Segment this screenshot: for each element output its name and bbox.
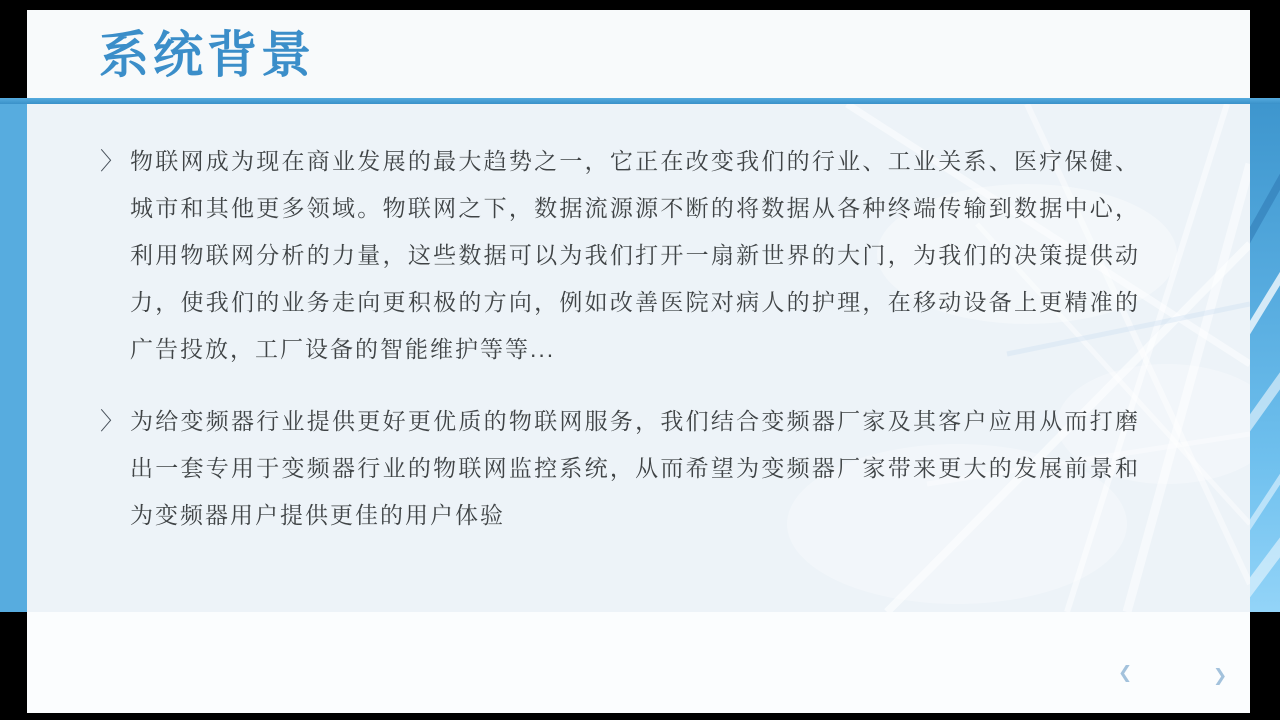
bullet-item (100, 398, 1140, 539)
prev-slide-button[interactable]: ❮ (1118, 663, 1133, 682)
left-edge-strip (0, 104, 27, 612)
bullet-item (100, 138, 1140, 373)
slide-footer (27, 612, 1250, 713)
next-slide-button[interactable]: ❯ (1213, 666, 1228, 685)
page-title: 系统背景 (99, 27, 315, 83)
right-edge-strip (1250, 104, 1280, 612)
bullet-text: 物联网成为现在商业发展的最大趋势之一，它正在改变我们的行业、工业关系、医疗保健、城市和其他更多领域。物联网之下，数据流源源不断的将数据从各种终端传输到数据中心，利用物联网分析的力量，这些数据可以为我们打开一扇新世界的大门，为我们的决策提供动力，使我们的业务走向更积极的方向，例如改善医院对病人的护理，在移动设备上更精准的广告投放，工厂设备的智能维护等等... (130, 148, 1140, 362)
slide-header (27, 10, 1250, 98)
bullet-list (27, 104, 1250, 539)
bullet-chevron-icon: 〉 (100, 408, 124, 435)
bullet-chevron-icon: 〉 (100, 148, 124, 175)
right-strip-streaks-graphic (1250, 104, 1280, 612)
bullet-text: 为给变频器行业提供更好更优质的物联网服务，我们结合变频器厂家及其客户应用从而打磨出一套专用于变频器行业的物联网监控系统，从而希望为变频器厂家带来更大的发展前景和为变频器用户提供更佳的用户体验 (130, 408, 1140, 528)
content-panel (27, 104, 1250, 612)
